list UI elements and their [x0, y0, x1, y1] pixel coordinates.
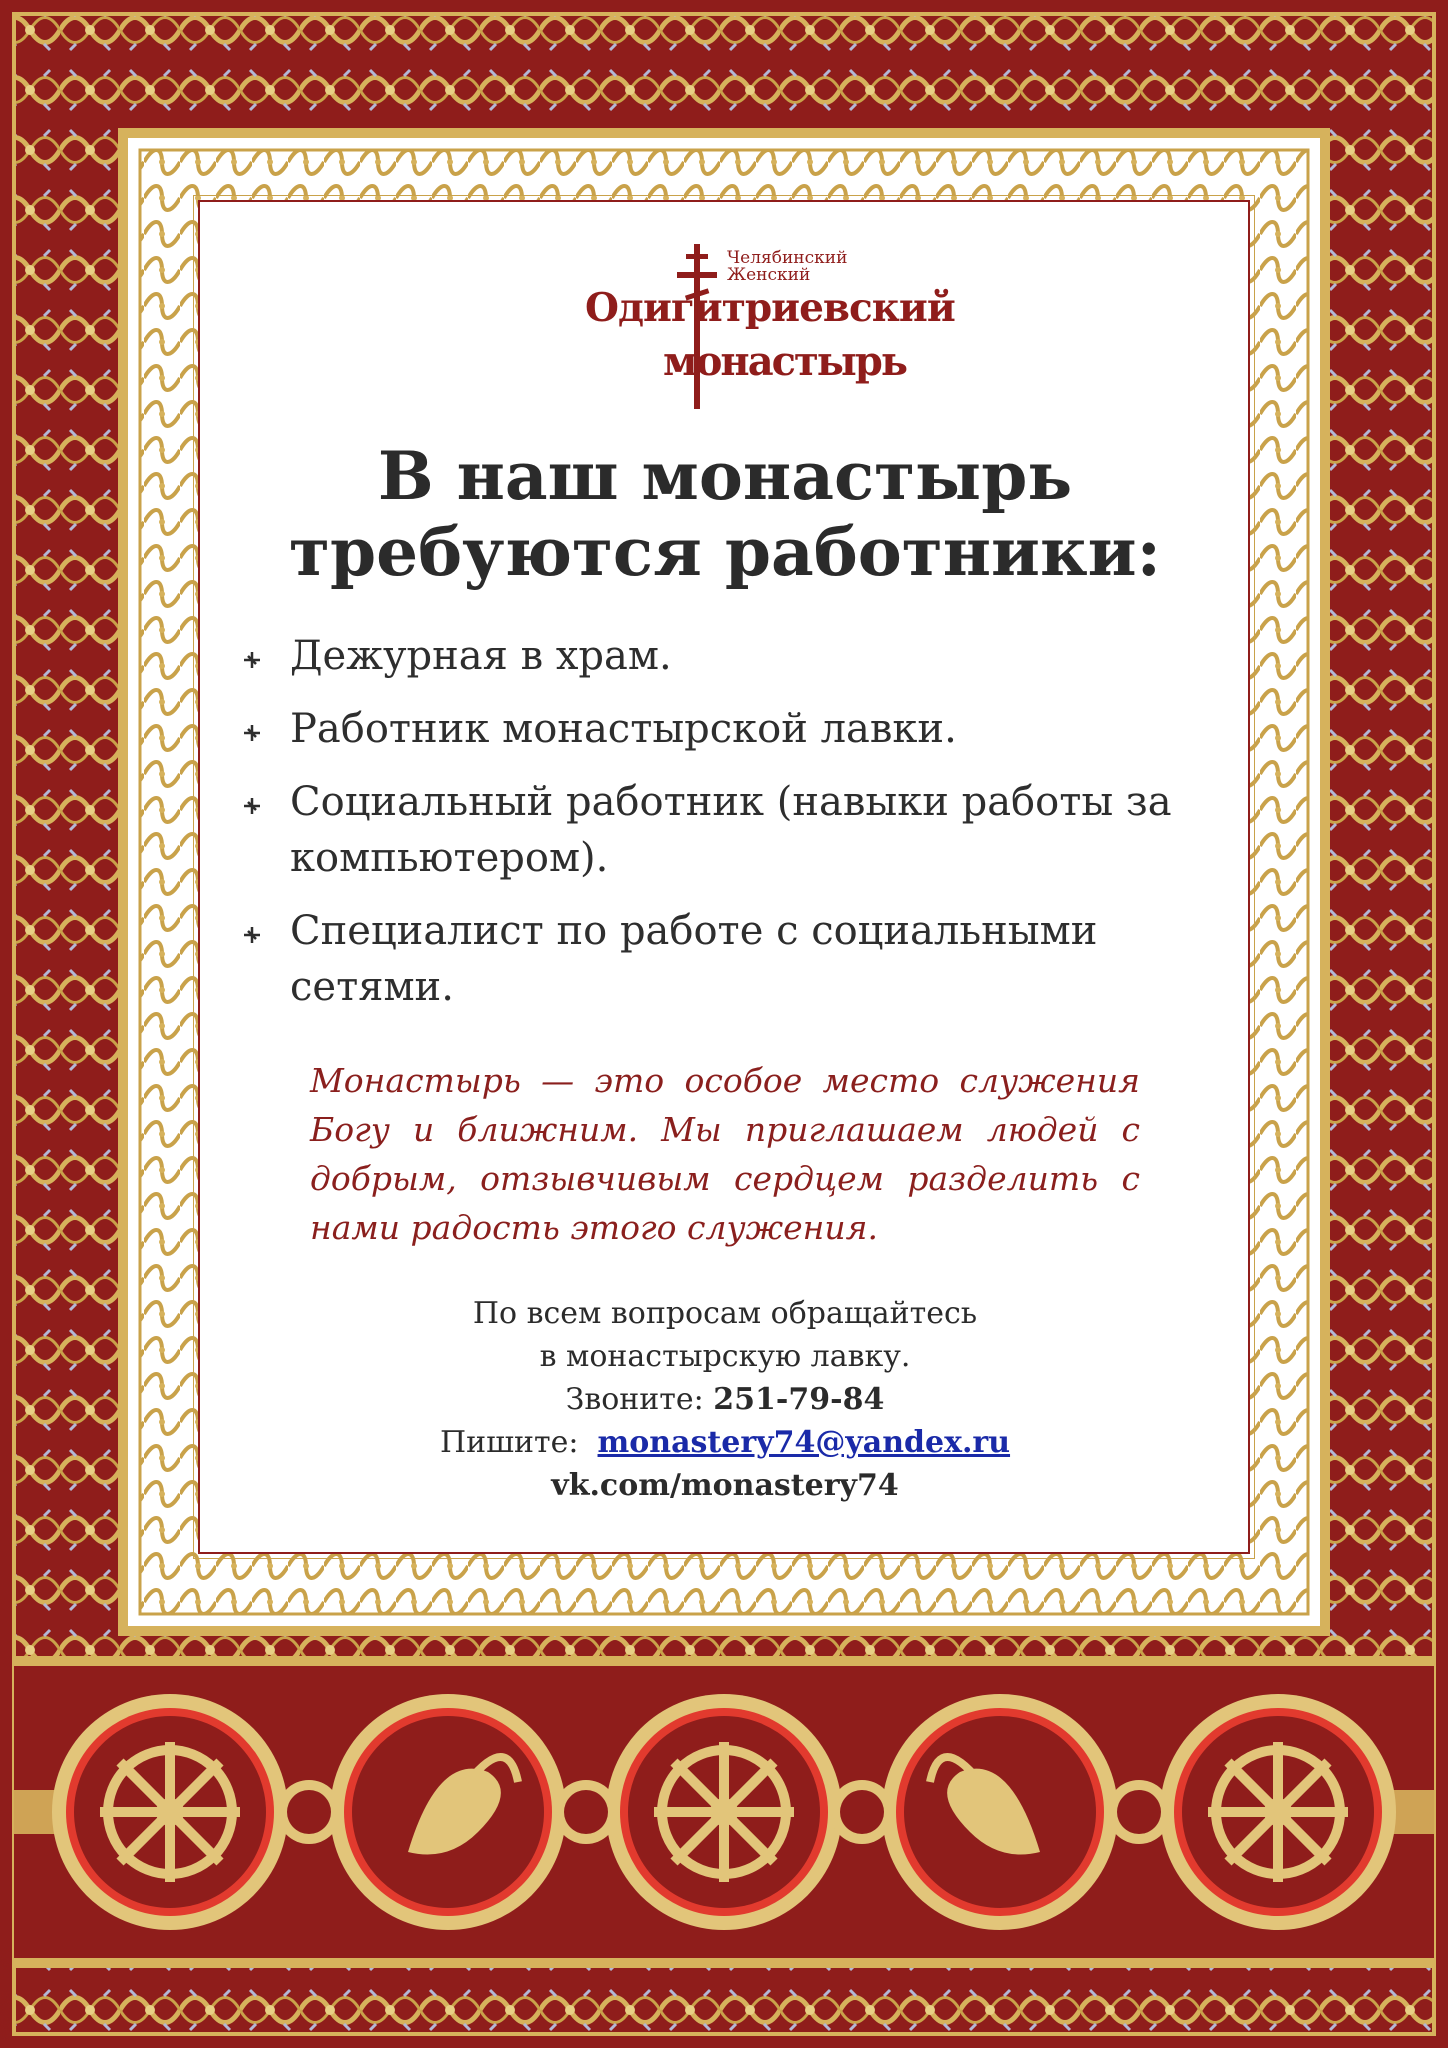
logo-line-monastery: монастырь	[663, 338, 906, 385]
contact-line-2: в монастырскую лавку.	[539, 1339, 911, 1374]
cross-bullet-icon	[242, 796, 262, 816]
title-line-2: требуются работники:	[289, 513, 1161, 591]
phone-line	[240, 1378, 1210, 1421]
cross-bullet-icon	[242, 650, 262, 670]
email-label: Пишите:	[439, 1425, 579, 1460]
list-item	[240, 774, 1200, 886]
logo-line-type: Женский	[727, 265, 811, 285]
vk-link[interactable]: vk.com/monastery74	[551, 1468, 899, 1503]
medallion-row	[52, 1694, 1396, 1930]
list-item	[240, 903, 1200, 1015]
job-text: Работник монастырской лавки.	[290, 706, 957, 752]
monastery-logo	[585, 238, 955, 428]
cross-bullet-icon	[242, 925, 262, 945]
title-line-1: В наш монастырь	[377, 437, 1073, 515]
job-text: Специалист по работе с социальными сетями.	[290, 908, 1098, 1010]
job-text: Дежурная в храм.	[290, 633, 672, 679]
email-line	[240, 1421, 1210, 1464]
logo-line-city: Челябинский	[727, 248, 848, 268]
contact-block	[240, 1292, 1210, 1507]
vk-line	[240, 1464, 1210, 1507]
logo-small-text	[727, 250, 847, 284]
contact-line-1: По всем вопросам обращайтесь	[472, 1296, 978, 1331]
list-item	[240, 628, 1200, 684]
phone-label: Звоните:	[565, 1382, 704, 1417]
mission-quote: Монастырь — это особое место служения Богу и ближним. Мы приглашаем людей с добрым, отзывчивым сердцем разделить с нами радость этого служения.	[310, 1061, 1140, 1247]
phone-number[interactable]: 251-79-84	[713, 1382, 885, 1417]
list-item	[240, 701, 1200, 757]
logo-line-name: Одигитриевский	[585, 285, 955, 331]
page-title	[210, 438, 1240, 590]
cross-bullet-icon	[242, 723, 262, 743]
job-text: Социальный работник (навыки работы за компьютером).	[290, 779, 1172, 881]
email-link[interactable]: monastery74@yandex.ru	[597, 1425, 1011, 1460]
job-list	[240, 628, 1200, 1032]
